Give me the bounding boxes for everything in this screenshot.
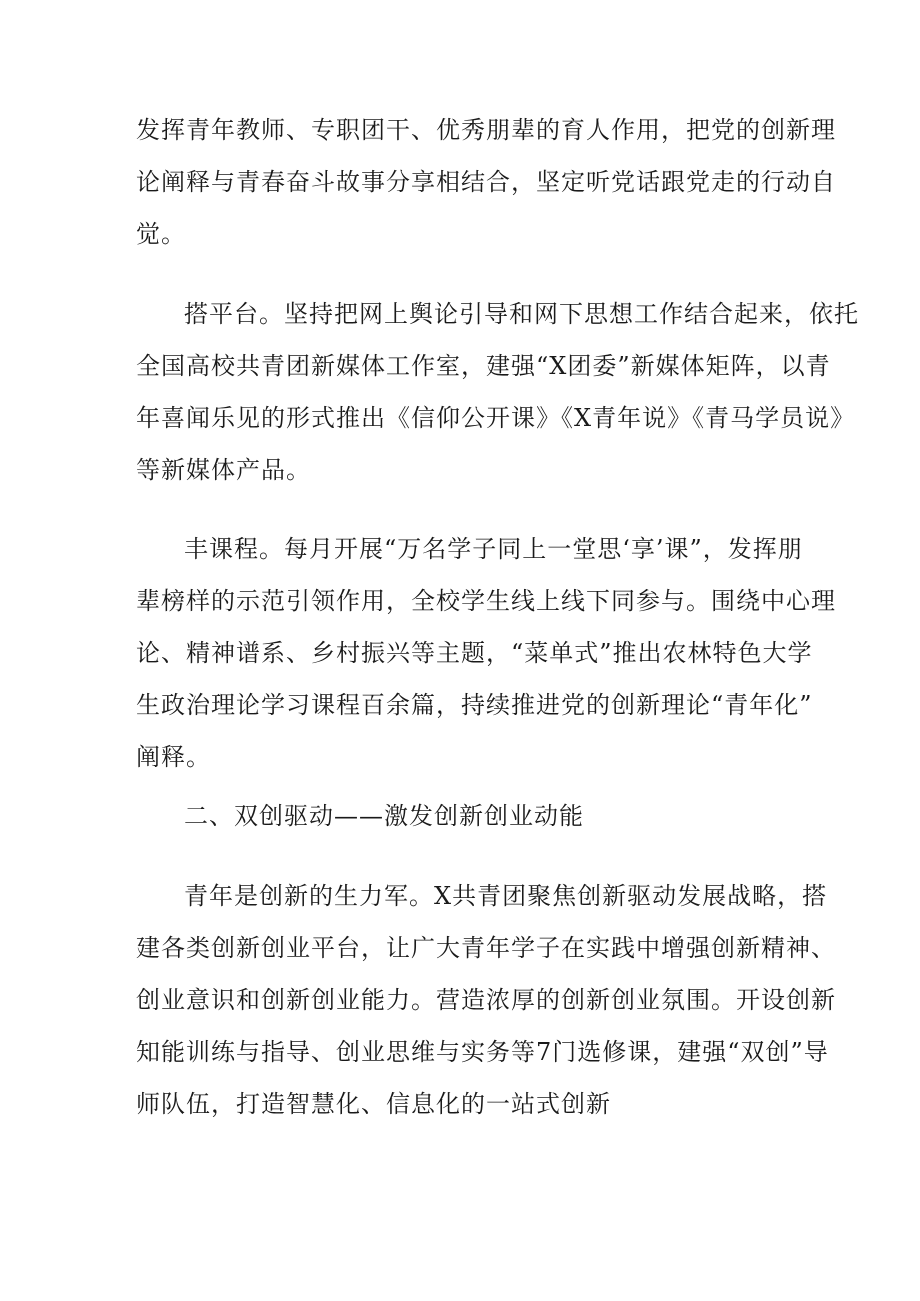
heading-line: 二、双创驱动——激发创新创业动能 bbox=[184, 802, 584, 830]
paragraph-line: 搭平台。坚持把网上舆论引导和网下思想工作结合起来，依托 bbox=[184, 300, 859, 328]
paragraph-3 bbox=[136, 523, 836, 783]
paragraph-2 bbox=[136, 288, 859, 496]
paragraph-1 bbox=[136, 104, 836, 260]
paragraph-line: 论、精神谱系、乡村振兴等主题，“菜单式”推出农林特色大学 bbox=[136, 639, 813, 667]
paragraph-line: 全国高校共青团新媒体工作室，建强“X团委”新媒体矩阵，以青 bbox=[136, 352, 831, 380]
paragraph-line: 师队伍，打造智慧化、信息化的一站式创新 bbox=[136, 1090, 611, 1118]
paragraph-line: 年喜闻乐见的形式推出《信仰公开课》《X青年说》《青马学员说》 bbox=[136, 404, 856, 432]
paragraph-line: 创业意识和创新创业能力。营造浓厚的创新创业氛围。开设创新 bbox=[136, 986, 836, 1014]
paragraph-line: 青年是创新的生力军。X共青团聚焦创新驱动发展战略，搭 bbox=[184, 882, 828, 910]
paragraph-line: 等新媒体产品。 bbox=[136, 456, 311, 484]
paragraph-line: 阐释。 bbox=[136, 743, 211, 771]
paragraph-4 bbox=[136, 870, 836, 1130]
paragraph-line: 生政治理论学习课程百余篇，持续推进党的创新理论“青年化” bbox=[136, 691, 813, 719]
paragraph-line: 论阐释与青春奋斗故事分享相结合，坚定听党话跟党走的行动自 bbox=[136, 168, 836, 196]
paragraph-line: 建各类创新创业平台，让广大青年学子在实践中增强创新精神、 bbox=[136, 934, 836, 962]
section-heading bbox=[136, 790, 786, 842]
paragraph-line: 丰课程。每月开展“万名学子同上一堂思‘享’课”，发挥朋 bbox=[184, 535, 803, 563]
paragraph-line: 觉。 bbox=[136, 220, 186, 248]
paragraph-line: 发挥青年教师、专职团干、优秀朋辈的育人作用，把党的创新理 bbox=[136, 116, 836, 144]
paragraph-line: 辈榜样的示范引领作用，全校学生线上线下同参与。围绕中心理 bbox=[136, 587, 836, 615]
paragraph-line: 知能训练与指导、创业思维与实务等7门选修课，建强“双创”导 bbox=[136, 1038, 829, 1066]
